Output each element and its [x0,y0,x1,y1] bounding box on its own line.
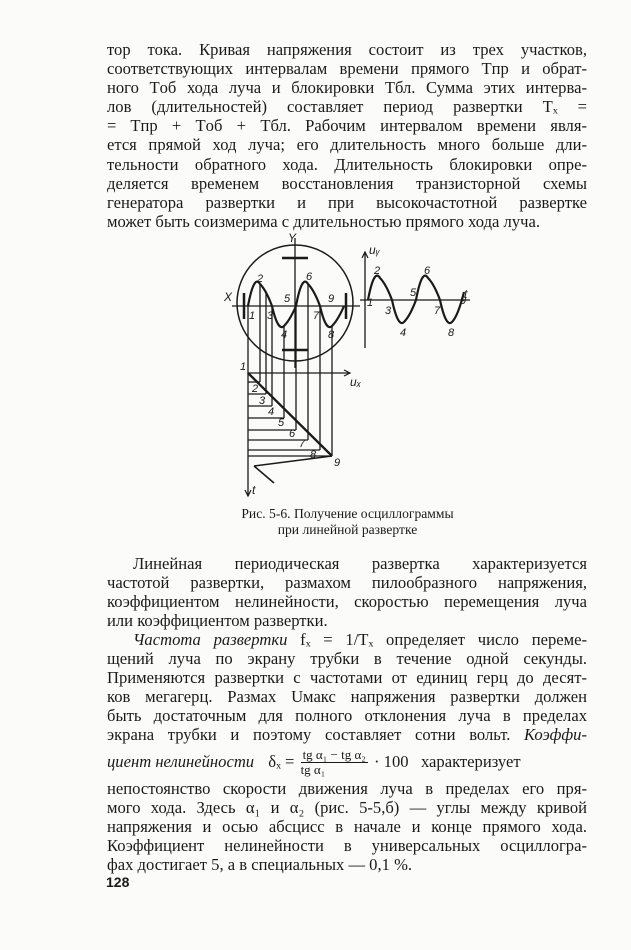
text-line: щений луча по экрану трубки в течение одной секунды. [107,649,587,669]
text-line: = Tпр + Tоб + Tбл. Рабочим интервалом времени явля- [107,116,587,136]
formula-fraction [301,748,368,777]
wave-point-3: 3 [385,305,392,317]
label-ux: uₓ [350,375,362,389]
wave-point-7: 7 [434,305,441,317]
wave-point-6: 6 [424,265,431,277]
wave-point-1: 1 [367,297,374,309]
ramp-point-9: 9 [334,457,341,469]
text-line: деляется временем восстановления транзисторной схемы [107,173,587,193]
circle-point-3: 3 [267,310,274,322]
circle-point-5: 5 [284,293,291,305]
text-line: быть достаточным для полного отклонения луча в пределах [107,706,587,726]
wave-point-4: 4 [400,327,407,339]
paragraph-1 [107,40,587,231]
text-line: напряжения и осью абсцисс в начале и конце прямого хода. [107,816,587,836]
label-t-right: t [464,287,468,301]
text-line: Коэффициент нелинейности в универсальных осциллогра- [107,835,587,855]
label-t-down: t [252,483,256,497]
wave-point-5: 5 [410,287,417,299]
text-line: лов (длительностей) составляет период развертки Tₓ = [107,97,587,117]
text-line: может быть соизмерима с длительностью прямого хода луча. [107,211,540,231]
text-line: мого хода. Здесь α₁ и α₂ (рис. 5-5,б) — углы между кривой [107,797,587,817]
formula-symbol: δₓ = [268,751,295,771]
circle-point-4: 4 [281,329,288,341]
ramp-point-3: 3 [259,395,266,407]
formula-denominator: tg α₁ [300,762,326,778]
text-line: фах достигает 5, а в специальных — 0,1 %. [107,854,413,874]
text-line: генератора развертки и при высокочастотной развертке [107,192,587,212]
sine-wave [368,276,467,323]
page-number: 128 [106,874,130,890]
text-line [107,630,587,649]
wave-point-9: 9 [460,295,467,307]
circle-point-1: 1 [249,310,256,322]
text-line: тор тока. Кривая напряжения состоит из трех участков, [107,40,587,59]
ramp-point-6: 6 [289,428,296,440]
circle-point-8: 8 [328,329,335,341]
text-line: частотой развертки, размахом пилообразного напряжения, [107,573,587,593]
text-line: ется прямой ход луча; его длительность много больше дли- [107,135,587,155]
flyback [254,456,332,466]
circle-point-6: 6 [306,271,313,283]
paragraph-2 [107,554,587,630]
ramp-point-1: 1 [240,361,247,373]
text-run: экрана трубки и поэтому составляет сотни вольт. [107,725,525,745]
ramp-point-2: 2 [252,383,259,395]
caption-line-2: при линейной развертке [277,522,418,537]
formula-tail: · 100 характеризует [373,751,521,771]
ramp-point-8: 8 [310,449,317,461]
circle-point-9: 9 [328,293,335,305]
formula-numerator: tg α₁ − tg α₂ [302,747,366,763]
formula-line [107,745,587,779]
wave-point-8: 8 [448,327,455,339]
circle-point-7: 7 [313,310,320,322]
text-line: Применяются развертки с частотами от единиц герц до десят- [107,668,587,688]
label-x: X [224,290,233,304]
text-line: коэффициентом нелинейности, скоростью перемещения луча [107,592,587,612]
term-nonlinearity: циент нелинейности [107,751,255,771]
oscillogram-figure [210,228,500,500]
text-line: соответствующих интервалам времени прямого Tпр и обрат- [107,59,587,79]
paragraph-3 [107,630,587,874]
figure-caption [150,506,545,538]
label-uy: uᵧ [369,243,381,257]
circle-point-2: 2 [257,273,264,285]
text-run: fₓ = 1/Tₓ определяет число переме- [287,630,587,649]
text-line: ков мегагерц. Размах Uмакс напряжения развертки должен [107,687,587,707]
ramp-point-7: 7 [299,438,306,450]
text-line: тельности обратного хода. Длительность блокировки опре- [107,154,587,174]
term-sweep-frequency: Частота развертки [133,630,288,649]
term-nonlinearity-part: Коэффи- [524,725,587,745]
caption-line-1: Рис. 5-6. Получение осциллограммы [241,506,454,521]
text-line [107,725,587,744]
text-line: непостоянство скорости движения луча в пределах его пря- [107,778,587,798]
text-line: Линейная периодическая развертка характеризуется [133,554,587,573]
ramp-point-5: 5 [278,417,285,429]
text-line: ного Tоб хода луча и блокировки Tбл. Сумма этих интерва- [107,78,587,98]
text-line: или коэффициентом развертки. [107,611,328,631]
label-y: Y [288,231,297,245]
ramp-point-4: 4 [268,406,275,418]
wave-point-2: 2 [374,265,381,277]
